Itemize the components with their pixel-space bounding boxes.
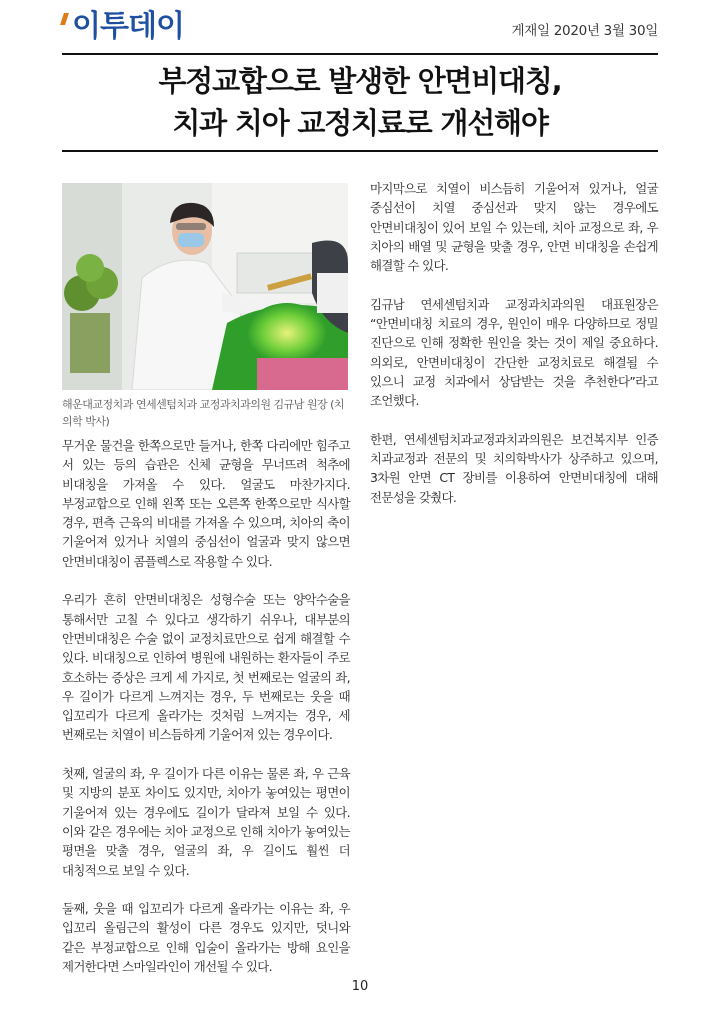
article-paragraph: 첫째, 얼굴의 좌, 우 길이가 다른 이유는 물론 좌, 우 근육 및 지방의 분포 차이도 있지만, 치아가 놓여있는 평면이 기울어져 있는 경우에도 길이가 달라져 보일 수 있다. 이와 같은 경우에는 치아 교정으로 인해 치아가 놓여있는 평면을 맞출 경우, 얼굴의 좌, 우 길이도 훨씬 더 대칭적으로 보일 수 있다. <box>62 766 350 878</box>
article-paragraph: 우리가 흔히 안면비대칭은 성형수술 또는 양악수술을 통해서만 고칠 수 있다고 생각하기 쉬우나, 대부분의 안면비대칭은 수술 없이 교정치료만으로 쉽게 해결할 수 있다. 비대칭으로 인하여 병원에 내원하는 환자들이 주로 호소하는 증상은 크게 세 가지로, 첫 번째로는 얼굴의 좌, 우 길이가 다르게 느껴지는 경우, 두 번째로는 웃을 때 입꼬리가 다르게 올라가는 것처럼 느껴지는 경우, 세 번째로는 치열이 비스듬하게 기울어져 있는 경우이다. <box>62 592 350 743</box>
page-number: 10 <box>351 979 369 994</box>
article-column-right <box>370 179 658 526</box>
publication-date: 게재일 2020년 3월 30일 <box>511 23 658 39</box>
logo-text: 이투데이 <box>72 9 184 44</box>
article-paragraph: 김규남 연세센텀치과 교정과치과의원 대표원장은 “안면비대칭 치료의 경우, 원인이 매우 다양하므로 정밀 진단으로 인해 정확한 원인을 찾는 것이 제일 중요하다. 의외로, 안면비대칭이 간단한 교정치료로 해결될 수 있으니 교정 치과에서 상담받는 것을 추천한다”라고 조언했다. <box>370 296 658 409</box>
headline-top-rule <box>62 53 658 55</box>
article-paragraph: 무거운 물건을 한쪽으로만 들거나, 한쪽 다리에만 힘주고 서 있는 등의 습관은 신체 균형을 무너뜨려 척추에 비대칭을 가져올 수 있다. 얼굴도 마찬가지다. 부정교합으로 인해 왼쪽 또는 오른쪽 한쪽으로만 식사할 경우, 편측 근육의 비대를 가져올 수 있으며, 치아의 축이 기울어져 있거나 치열의 중심선이 얼굴과 맞지 않으면 안면비대칭이 콤플렉스로 작용할 수 있다. <box>62 438 350 569</box>
headline-line-1: 부정교합으로 발생한 안면비대칭, <box>158 64 562 98</box>
dentist-treatment-photo <box>62 183 348 390</box>
article-paragraph: 한편, 연세센텀치과교정과치과의원은 보건복지부 인증 치과교정과 전문의 및 치의학박사가 상주하고 있으며, 3차원 안면 CT 장비를 이용하여 안면비대칭에 대해 전문성을 갖췄다. <box>370 431 658 505</box>
article-paragraph: 마지막으로 치열이 비스듬히 기울어져 있거나, 얼굴 중심선이 치열 중심선과 맞지 않는 경우에도 안면비대칭이 있어 보일 수 있는데, 치아 교정으로 좌, 우 치아의 배열 및 균형을 맞출 경우, 안면 비대칭을 손쉽게 해결할 수 있다. <box>370 181 658 274</box>
headline-bottom-rule <box>62 150 658 152</box>
article-column-left <box>62 436 350 996</box>
headline <box>62 60 658 144</box>
article-photo <box>62 183 348 390</box>
photo-caption: 해운대교정치과 연세센텀치과 교정과치과의원 김규남 원장 (치의학 박사) <box>62 398 345 428</box>
article-paragraph: 둘째, 웃을 때 입꼬리가 다르게 올라가는 이유는 좌, 우 입꼬리 올림근의 활성이 다른 경우도 있지만, 덧니와 같은 부정교합으로 인해 입술이 올라가는 방해 요인을 제거한다면 스마일라인이 개선될 수 있다. <box>62 901 350 975</box>
logo-accent-mark <box>60 13 69 25</box>
headline-line-2: 치과 치아 교정치료로 개선해야 <box>172 106 548 140</box>
newspaper-logo <box>62 10 184 46</box>
